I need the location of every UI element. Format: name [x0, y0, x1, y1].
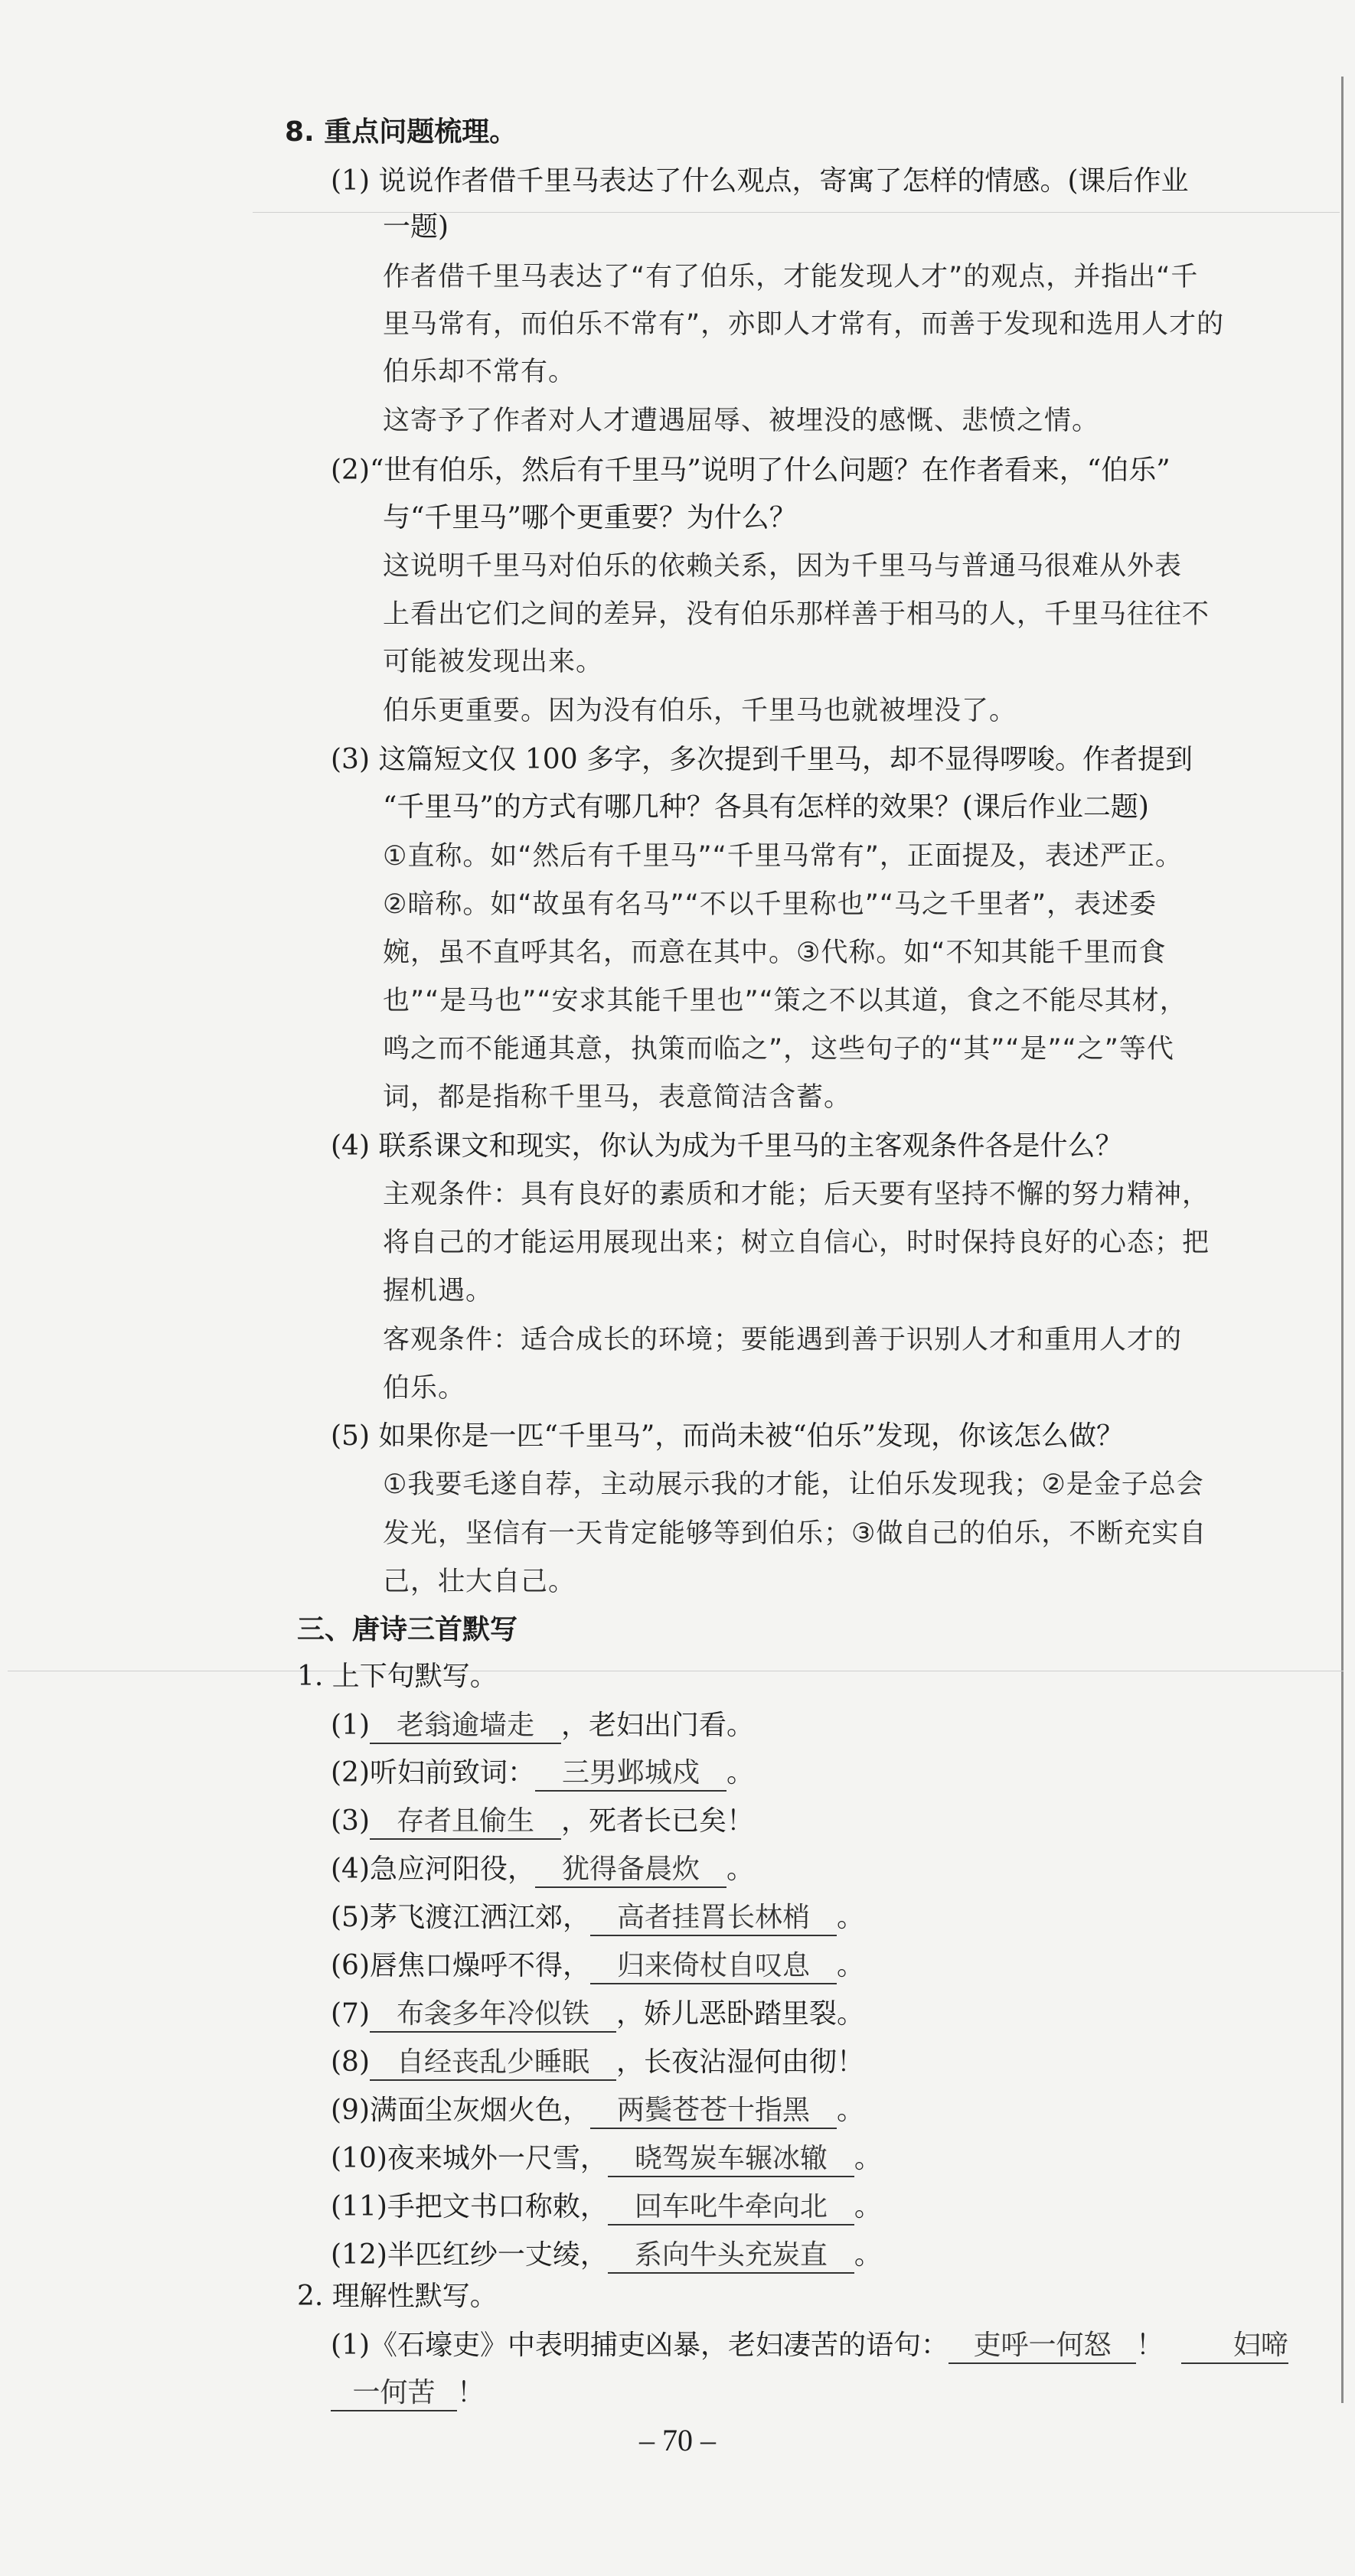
item-prefix-text: 夜来城外一尺雪， — [387, 2143, 608, 2174]
page-number: – 70 – — [639, 2423, 716, 2457]
answer-blank: 晓驾炭车辗冰辙 — [608, 2142, 854, 2177]
question-2-line: (2)“世有伯乐，然后有千里马”说明了什么问题？在作者看来，“伯乐” — [331, 455, 1171, 486]
punctuation: ！ — [457, 2377, 485, 2408]
item-suffix-text: ，死者长已矣！ — [561, 1805, 755, 1837]
comprehension-question-1-cont — [331, 2374, 485, 2412]
answer-3-line: ①直称。如“然后有千里马”“千里马常有”，正面提及，表述严正。 — [383, 841, 1183, 872]
question-1-line: 一题) — [383, 211, 449, 243]
answer-3-line: ②暗称。如“故虽有名马”“不以千里称也”“马之千里者”，表述委 — [383, 889, 1157, 920]
answer-4-line: 主观条件：具有良好的素质和才能；后天要有坚持不懈的努力精神， — [383, 1179, 1210, 1210]
answer-blank: 两鬓苍苍十指黑 — [590, 2094, 837, 2129]
item-number: (4) — [331, 1854, 370, 1885]
item-suffix-text: ，长夜沾湿何由彻！ — [616, 2046, 865, 2078]
item-prefix-text: 手把文书口称敕， — [387, 2191, 608, 2222]
item-suffix-text: 。 — [837, 1902, 865, 1933]
question-5-line: (5) 如果你是一匹“千里马”，而尚未被“伯乐”发现，你该怎么做？ — [331, 1420, 1125, 1452]
item-suffix-text: 。 — [837, 2095, 865, 2126]
item-number: (12) — [331, 2239, 387, 2271]
answer-blank: 回车叱牛牵向北 — [608, 2190, 854, 2225]
item-number: (8) — [331, 2046, 370, 2078]
item-number: (3) — [331, 1805, 370, 1837]
fill-in-item — [331, 2140, 882, 2178]
item-suffix-text: 。 — [854, 2191, 882, 2222]
answer-2-line: 伯乐更重要。因为没有伯乐，千里马也就被埋没了。 — [383, 696, 1017, 726]
item-prefix-text: 茅飞渡江洒江郊， — [370, 1902, 591, 1933]
question-3-line: (3) 这篇短文仅 100 多字，多次提到千里马，却不显得啰唆。作者提到 — [331, 744, 1193, 775]
answer-5-line: 发光，坚信有一天肯定能够等到伯乐；③做自己的伯乐，不断充实自 — [383, 1518, 1207, 1549]
fill-in-item — [331, 2043, 864, 2082]
fill-in-item — [331, 2092, 864, 2130]
answer-2-line: 上看出它们之间的差异，没有伯乐那样善于相马的人，千里马往往不 — [383, 599, 1210, 630]
answer-2-line: 这说明千里马对伯乐的依赖关系，因为千里马与普通马很难从外表 — [383, 551, 1183, 582]
answer-4-line: 客观条件：适合成长的环境；要能遇到善于识别人才和重用人才的 — [383, 1325, 1183, 1355]
answer-blank: 犹得备晨炊 — [535, 1853, 726, 1888]
answer-blank: 布衾多年冷似铁 — [370, 1997, 616, 2033]
answer-blank: 吏呼一何怒 — [948, 2329, 1136, 2364]
question-text: (1)《石壕吏》中表明捕吏凶暴，老妇凄苦的语句： — [331, 2330, 948, 2361]
subsection-heading: 2. 理解性默写。 — [297, 2281, 498, 2312]
answer-blank: 一何苦 — [331, 2376, 457, 2411]
item-number: (9) — [331, 2095, 370, 2126]
answer-3-line: 鸣之而不能通其意，执策而临之”，这些句子的“其”“是”“之”等代 — [383, 1034, 1174, 1065]
item-number: (11) — [331, 2191, 387, 2222]
section-heading: 三、唐诗三首默写 — [297, 1614, 518, 1645]
answer-5-line: ①我要毛遂自荐，主动展示我的才能，让伯乐发现我；②是金子总会 — [383, 1469, 1204, 1500]
fill-in-item — [331, 2188, 882, 2226]
answer-blank: 归来倚杖自叹息 — [590, 1949, 837, 1984]
fill-in-item — [331, 1947, 864, 1985]
item-number: (2) — [331, 1757, 370, 1789]
answer-3-line: 婉，虽不直呼其名，而意在其中。③代称。如“不知其能千里而食 — [383, 937, 1167, 968]
item-suffix-text: 。 — [726, 1757, 755, 1789]
fill-in-item — [331, 1802, 754, 1841]
item-prefix-text: 半匹红纱一丈绫， — [387, 2239, 608, 2271]
fill-in-item — [331, 1754, 754, 1792]
answer-blank: 系向牛头充炭直 — [608, 2239, 854, 2274]
answer-blank: 三男邺城戍 — [535, 1756, 726, 1792]
item-number: (5) — [331, 1902, 370, 1933]
scan-binding-edge — [1341, 77, 1344, 2403]
fill-in-item — [331, 2236, 882, 2274]
answer-2-line: 可能被发现出来。 — [383, 647, 604, 677]
answer-4-line: 握机遇。 — [383, 1276, 494, 1306]
subsection-heading: 1. 上下句默写。 — [297, 1661, 498, 1692]
answer-blank: 自经丧乱少睡眠 — [370, 2046, 616, 2081]
item-suffix-text: ，老妇出门看。 — [561, 1710, 755, 1741]
answer-1-line: 里马常有，而伯乐不常有”，亦即人才常有，而善于发现和选用人才的 — [383, 309, 1225, 340]
answer-blank: 高者挂罥长林梢 — [590, 1901, 837, 1936]
item-number: (6) — [331, 1950, 370, 1981]
item-prefix-text: 急应河阳役， — [370, 1854, 536, 1885]
item-suffix-text: 。 — [854, 2239, 882, 2271]
item-suffix-text: ，娇儿恶卧踏里裂。 — [616, 1998, 865, 2030]
answer-4-line: 将自己的才能运用展现出来；树立自信心，时时保持良好的心态；把 — [383, 1228, 1210, 1258]
item-suffix-text: 。 — [726, 1854, 755, 1885]
item-suffix-text: 。 — [854, 2143, 882, 2174]
comprehension-question-1 — [331, 2327, 1288, 2365]
question-4-line: (4) 联系课文和现实，你认为成为千里马的主客观条件各是什么？ — [331, 1130, 1123, 1162]
item-suffix-text: 。 — [837, 1950, 865, 1981]
item-number: (10) — [331, 2143, 387, 2174]
item-prefix-text: 满面尘灰烟火色， — [370, 2095, 591, 2126]
item-prefix-text: 听妇前致词： — [370, 1757, 536, 1789]
answer-1-line: 伯乐却不常有。 — [383, 357, 576, 387]
answer-blank: 妇啼 — [1181, 2329, 1288, 2364]
answer-1-line: 这寄予了作者对人才遭遇屈辱、被埋没的感慨、悲愤之情。 — [383, 406, 1100, 436]
fill-in-item — [331, 1850, 754, 1889]
item-number: (7) — [331, 1998, 370, 2030]
fill-in-item — [331, 1899, 864, 1937]
question-2-line: 与“千里马”哪个更重要？为什么？ — [383, 502, 797, 533]
punctuation: ！ — [1136, 2330, 1164, 2361]
fill-in-item — [331, 1707, 754, 1745]
answer-3-line: 也”“是马也”“安求其能千里也”“策之不以其道，食之不能尽其材， — [383, 986, 1187, 1016]
item-prefix-text: 唇焦口燥呼不得， — [370, 1950, 591, 1981]
answer-4-line: 伯乐。 — [383, 1373, 466, 1404]
question-3-line: “千里马”的方式有哪几种？各具有怎样的效果？(课后作业二题) — [383, 791, 1149, 823]
answer-blank: 老翁逾墙走 — [370, 1709, 561, 1744]
section-heading: 8. 重点问题梳理。 — [285, 116, 518, 148]
answer-blank: 存者且偷生 — [370, 1805, 561, 1840]
answer-3-line: 词，都是指称千里马，表意简洁含蓄。 — [383, 1082, 852, 1113]
answer-1-line: 作者借千里马表达了“有了伯乐，才能发现人才”的观点，并指出“千 — [383, 262, 1199, 292]
fill-in-item — [331, 1995, 864, 2033]
answer-5-line: 己，壮大自己。 — [383, 1567, 576, 1597]
item-number: (1) — [331, 1710, 370, 1741]
question-1-line: (1) 说说作者借千里马表达了什么观点，寄寓了怎样的情感。(课后作业 — [331, 165, 1189, 197]
